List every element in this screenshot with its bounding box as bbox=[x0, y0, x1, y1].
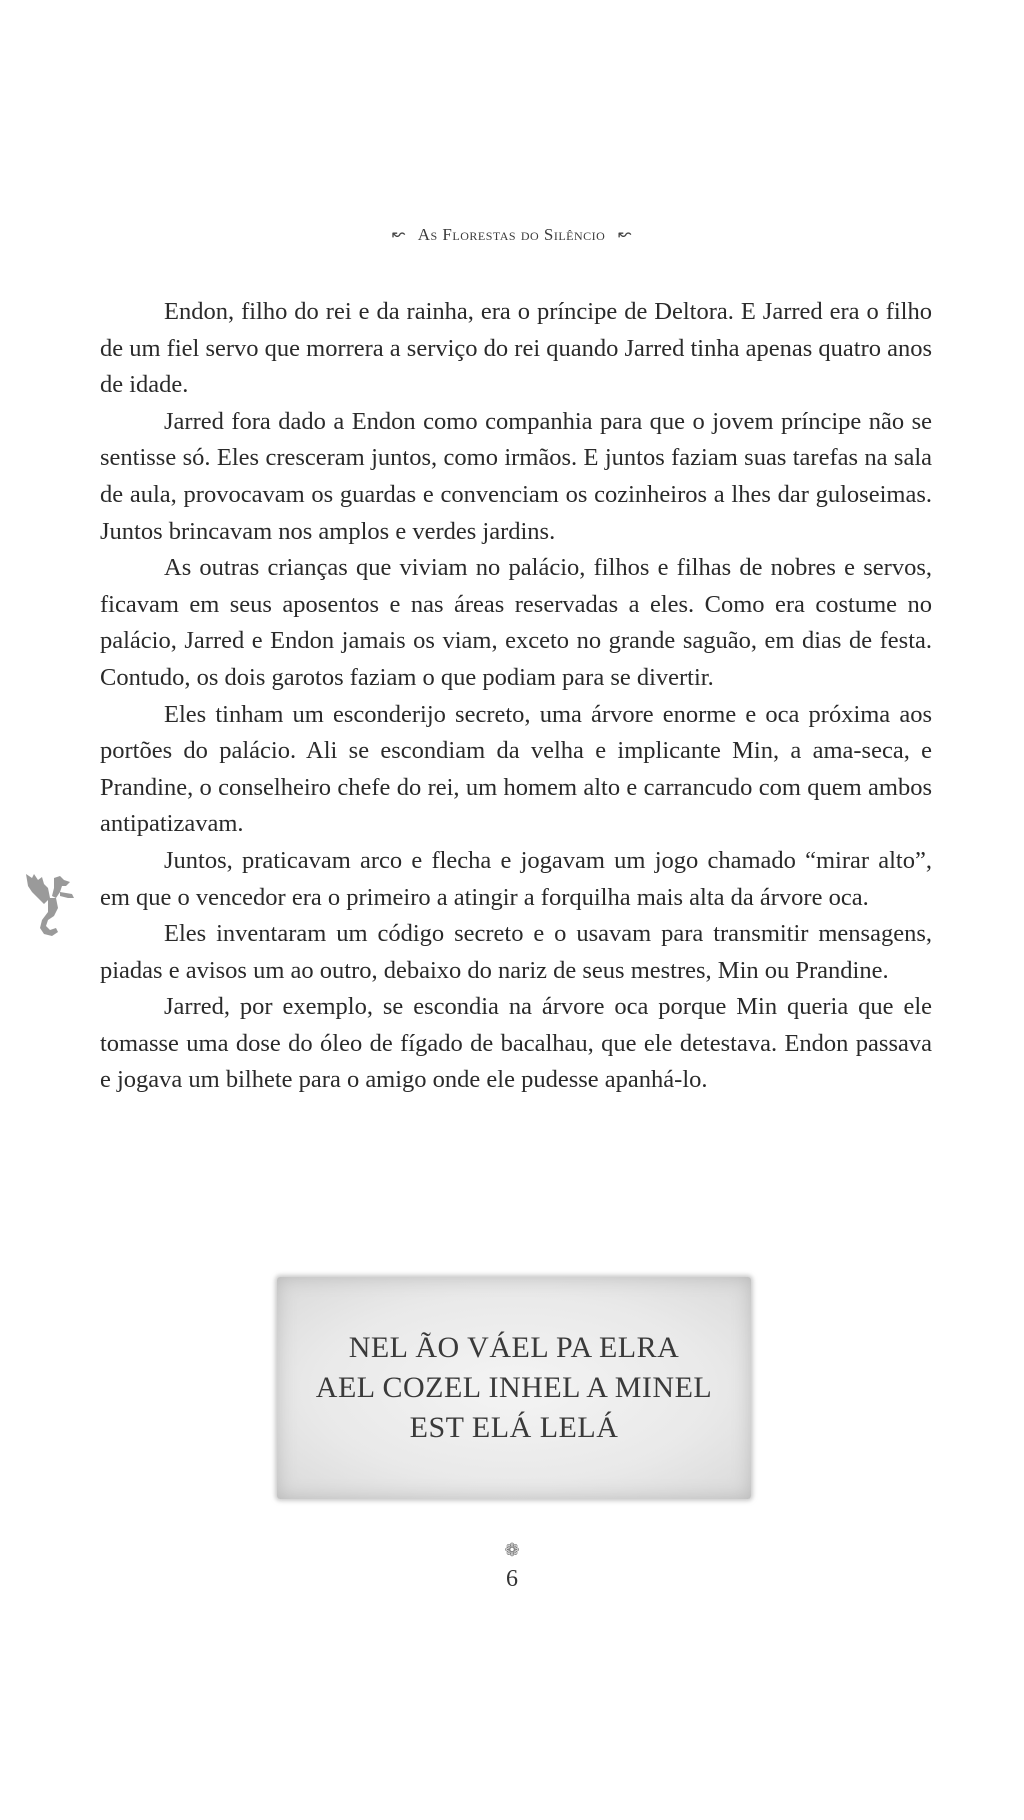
paragraph: Endon, filho do rei e da rainha, era o príncipe de Deltora. E Jarred era o filho de um fiel servo que morrera a serviço do rei quando Jarred tinha apenas quatro anos de idade. bbox=[100, 298, 933, 399]
paragraph: Eles inventaram um código secreto e o usavam para transmitir mensagens, piadas e avisos um ao outro, debaixo do nariz de seus mestres, Min ou Prandine. bbox=[100, 920, 932, 984]
code-line: NEL ÃO VÁEL PA ELRA bbox=[348, 1331, 680, 1364]
dragon-icon bbox=[20, 868, 76, 948]
code-line: EST ELÁ LELÁ bbox=[409, 1411, 619, 1444]
paragraph: Juntos, praticavam arco e flecha e jogavam um jogo chamado “mirar alto”, em que o vencedor era o primeiro a atingir a forquilha mais alta da árvore oca. bbox=[100, 846, 932, 911]
book-title: As Florestas do Silêncio bbox=[417, 225, 606, 244]
paragraph: Eles tinham um esconderijo secreto, uma árvore enorme e oca próxima aos portões do palácio. Ali se escondiam da velha e implicante Min, a ama-seca, e Prandine, o conselheiro chefe do rei, um homem alto e carrancudo com quem ambos antipatizavam. bbox=[100, 700, 932, 838]
paragraph: Jarred fora dado a Endon como companhia para que o jovem príncipe não se sentisse só. Eles cresceram juntos, como irmãos. E juntos faziam suas tarefas na sala de aula, provocavam os guardas e convenciam os cozinheiros a lhes dar guloseimas. Juntos brincavam nos amplos e verdes jardins. bbox=[100, 407, 932, 545]
page-number: 6 bbox=[506, 1566, 518, 1592]
running-header bbox=[0, 224, 1024, 245]
paragraph: As outras crianças que viviam no palácio, filhos e filhas de nobres e servos, ficavam em seus aposentos e nas áreas reservadas a eles. Como era costume no palácio, Jarred e Endon jamais os viam, exceto no grande saguão, em dias de festa. Contudo, os dois garotos faziam o que podiam para se divertir. bbox=[100, 554, 932, 691]
flower-ornament-icon: ❁ bbox=[504, 1540, 520, 1561]
scroll-ornament-icon: ↜ bbox=[618, 226, 633, 243]
code-line: AEL COZEL INHEL A MINEL bbox=[315, 1371, 713, 1404]
secret-code-note bbox=[277, 1277, 751, 1499]
scroll-ornament-icon: ↜ bbox=[391, 226, 406, 243]
paragraph: Jarred, por exemplo, se escondia na árvore oca porque Min queria que ele tomasse uma dose do óleo de fígado de bacalhau, que ele detestava. Endon passava e jogava um bilhete para o amigo onde ele pudesse apanhá-lo. bbox=[100, 993, 932, 1094]
body-text bbox=[100, 294, 932, 1099]
